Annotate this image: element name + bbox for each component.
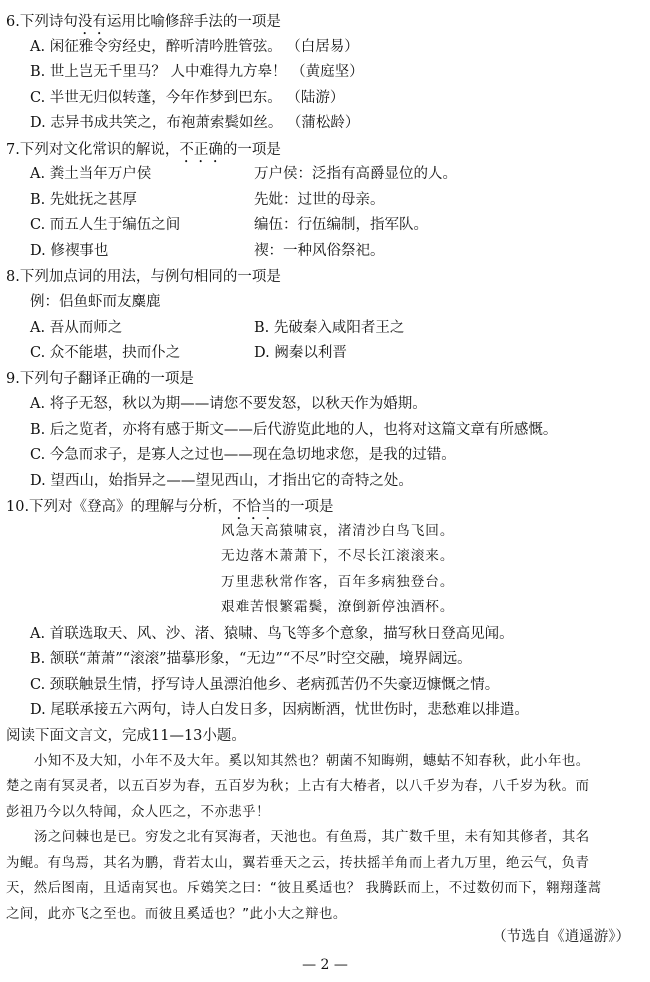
passage-line: 小知不及大知，小年不及大年。奚以知其然也？朝菌不知晦朔，蟪蛄不知春秋，此小年也。 (34, 754, 590, 769)
passage-line: 之间，此亦飞之至也。而彼且奚适也？”此小大之辩也。 (6, 907, 347, 922)
q9-option-b: B. 后之览者，亦将有感于斯文——后代游览此地的人，也将对这篇文章有所感慨。 (30, 422, 558, 438)
q7-option-d: D. 修禊事也 (30, 243, 109, 259)
q7-stem: 7.下列对文化常识的解说，不正确的一项是 (6, 142, 281, 158)
q10-poem-line: 风急天高猿啸哀，渚清沙白鸟飞回。 (221, 523, 455, 539)
q8-option-d: D. 阙秦以利晋 (254, 345, 347, 361)
q7-option-a-note: 万户侯：泛指有高爵显位的人。 (254, 166, 457, 182)
q8-option-c: C. 众不能堪，抉而仆之 (30, 345, 181, 361)
q10-stem: 10.下列对《登高》的理解与分析，不恰当的一项是 (6, 499, 334, 515)
q8-example: 例：侣鱼虾而友麋鹿 (30, 294, 161, 310)
q9-option-a: A. 将子无怒，秋以为期——请您不要发怒，以秋天作为婚期。 (30, 396, 427, 412)
passage-line: 为鲲。有鸟焉，其名为鹏，背若太山，翼若垂天之云，抟扶摇羊角而上者九万里，绝云气，负青 (6, 856, 590, 871)
q6-option-c: C. 半世无归似转蓬，今年作梦到巴东。 （陆游） (30, 90, 345, 106)
q7-option-c: C. 而五人生于编伍之间 (30, 217, 181, 233)
q8-stem: 8.下列加点词的用法，与例句相同的一项是 (6, 269, 281, 285)
passage-line: 彭祖乃今以久特闻，众人匹之，不亦悲乎！ (6, 805, 270, 820)
q8-option-a: A. 吾从而师之 (30, 320, 123, 336)
q10-option-d: D. 尾联承接五六两句，诗人白发日多，因病断酒，忧世伤时，悲愁难以排遣。 (30, 702, 529, 718)
q8-option-b: B. 先破秦入咸阳者王之 (254, 320, 405, 336)
q6-option-b: B. 世上岂无千里马？ 人中难得九方皋！ （黄庭坚） (30, 64, 364, 80)
q7-option-c-note: 编伍：行伍编制，指军队。 (254, 217, 428, 233)
q10-option-a: A. 首联选取天、风、沙、渚、猿啸、鸟飞等多个意象，描写秋日登高见闻。 (30, 626, 514, 642)
q10-option-b: B. 颔联“萧萧”“滚滚”描摹形象，“无边”“不尽”时空交融，境界阔远。 (30, 651, 472, 667)
passage-line: 楚之南有冥灵者，以五百岁为春，五百岁为秋；上古有大椿者，以八千岁为春，八千岁为秋。而 (6, 779, 590, 794)
passage-line: 汤之问棘也是已。穷发之北有冥海者，天池也。有鱼焉，其广数千里，未有知其修者，其名 (34, 830, 590, 845)
q9-stem: 9.下列句子翻译正确的一项是 (6, 371, 194, 387)
passage-line: 天，然后图南，且适南冥也。斥鴳笑之曰：“彼且奚适也？ 我腾跃而上，不过数仞而下，翱翔蓬蒿 (6, 881, 602, 896)
reading-intro: 阅读下面文言文，完成11—13小题。 (6, 728, 246, 744)
q10-poem-line: 无边落木萧萧下，不尽长江滚滚来。 (221, 548, 455, 564)
q7-option-b-note: 先妣：过世的母亲。 (254, 192, 385, 208)
q10-poem-line: 万里悲秋常作客，百年多病独登台。 (221, 574, 455, 590)
passage-source: （节选自《逍遥游》） (492, 929, 630, 945)
page-number: — 2 — (302, 957, 348, 973)
q9-option-d: D. 望西山，始指异之——望见西山，才指出它的奇特之处。 (30, 473, 413, 489)
q7-emphasis: 不正确 (179, 142, 223, 158)
q7-option-b: B. 先妣抚之甚厚 (30, 192, 137, 208)
q10-emphasis: 不恰当 (232, 499, 276, 515)
q10-poem-line: 艰难苦恨繁霜鬓，潦倒新停浊酒杯。 (221, 599, 455, 615)
q6-option-a: A. 闲征雅令穷经史，醉听清吟胜管弦。 （白居易） (30, 39, 359, 55)
q6-option-d: D. 志异书成共笑之，布袍萧索鬓如丝。 （蒲松龄） (30, 115, 360, 131)
q7-option-d-note: 禊：一种风俗祭祀。 (254, 243, 385, 259)
q9-option-c: C. 今急而求子，是寡人之过也——现在急切地求您，是我的过错。 (30, 447, 456, 463)
q10-option-c: C. 颈联触景生情，抒写诗人虽漂泊他乡、老病孤苦仍不失豪迈慷慨之情。 (30, 677, 500, 693)
q7-option-a: A. 粪土当年万户侯 (30, 166, 152, 182)
q6-emphasis: 没有 (77, 14, 107, 30)
q6-stem: 6.下列诗句没有运用比喻修辞手法的一项是 (6, 14, 281, 30)
